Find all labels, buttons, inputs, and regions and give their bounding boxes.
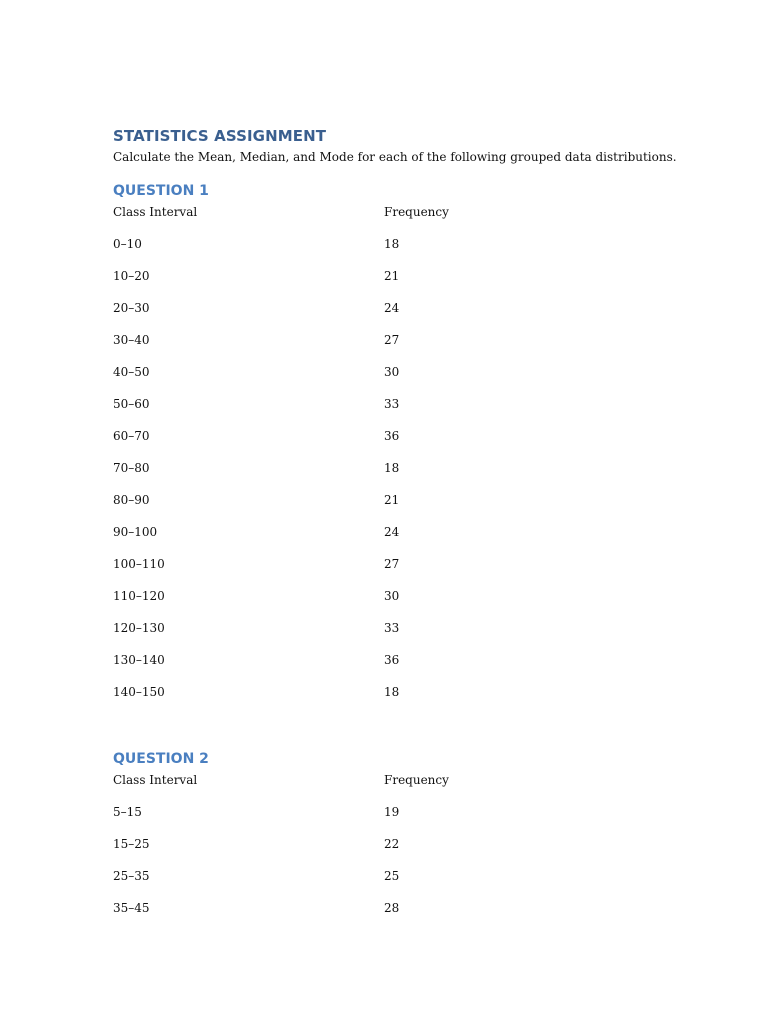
frequency-cell: 21 <box>384 269 400 283</box>
frequency-cell: 36 <box>384 653 400 667</box>
frequency-cell: 27 <box>384 557 400 571</box>
table-row <box>113 428 673 460</box>
class-interval-cell: 120–130 <box>113 621 165 635</box>
frequency-cell: 33 <box>384 621 400 635</box>
frequency-cell: 36 <box>384 429 400 443</box>
frequency-cell: 22 <box>384 837 400 851</box>
class-interval-cell: 40–50 <box>113 365 150 379</box>
class-interval-cell: 35–45 <box>113 901 150 915</box>
document-page <box>113 126 677 915</box>
frequency-cell: 24 <box>384 525 400 539</box>
table-row <box>113 836 673 868</box>
table-row <box>113 300 673 332</box>
table-header-row <box>113 772 673 804</box>
frequency-cell: 27 <box>384 333 400 347</box>
class-interval-cell: 70–80 <box>113 461 150 475</box>
frequency-cell: 21 <box>384 493 400 507</box>
frequency-cell: 30 <box>384 589 400 603</box>
question-title: QUESTION 2 <box>113 751 209 767</box>
table-row <box>113 524 673 556</box>
table-row <box>113 620 673 652</box>
frequency-table <box>113 772 673 932</box>
class-interval-cell: 140–150 <box>113 685 165 699</box>
frequency-cell: 18 <box>384 685 400 699</box>
class-interval-cell: 20–30 <box>113 301 150 315</box>
class-interval-cell: 15–25 <box>113 837 150 851</box>
table-row <box>113 236 673 268</box>
table-row <box>113 396 673 428</box>
column-header-class-interval: Class Interval <box>113 205 198 219</box>
table-body <box>113 236 673 716</box>
column-header-class-interval: Class Interval <box>113 773 198 787</box>
table-row <box>113 364 673 396</box>
table-row <box>113 900 673 932</box>
table-row <box>113 652 673 684</box>
question-1 <box>113 182 673 716</box>
column-header-frequency: Frequency <box>384 205 449 219</box>
frequency-table <box>113 204 673 716</box>
table-row <box>113 556 673 588</box>
class-interval-cell: 0–10 <box>113 237 142 251</box>
column-header-frequency: Frequency <box>384 773 449 787</box>
class-interval-cell: 10–20 <box>113 269 150 283</box>
class-interval-cell: 80–90 <box>113 493 150 507</box>
table-row <box>113 684 673 716</box>
question-2 <box>113 750 673 932</box>
frequency-cell: 24 <box>384 301 400 315</box>
document-title: STATISTICS ASSIGNMENT <box>113 127 327 145</box>
frequency-cell: 33 <box>384 397 400 411</box>
table-body <box>113 804 673 932</box>
table-row <box>113 332 673 364</box>
class-interval-cell: 100–110 <box>113 557 165 571</box>
instructions-text: Calculate the Mean, Median, and Mode for each of the following grouped data distributions. <box>113 150 677 164</box>
class-interval-cell: 60–70 <box>113 429 150 443</box>
question-title: QUESTION 1 <box>113 183 209 199</box>
class-interval-cell: 110–120 <box>113 589 165 603</box>
table-row <box>113 492 673 524</box>
class-interval-cell: 50–60 <box>113 397 150 411</box>
table-row <box>113 588 673 620</box>
frequency-cell: 30 <box>384 365 400 379</box>
class-interval-cell: 90–100 <box>113 525 158 539</box>
frequency-cell: 28 <box>384 901 400 915</box>
class-interval-cell: 130–140 <box>113 653 165 667</box>
class-interval-cell: 30–40 <box>113 333 150 347</box>
table-header-row <box>113 204 673 236</box>
frequency-cell: 18 <box>384 237 400 251</box>
table-row <box>113 268 673 300</box>
table-row <box>113 804 673 836</box>
frequency-cell: 25 <box>384 869 400 883</box>
frequency-cell: 18 <box>384 461 400 475</box>
class-interval-cell: 5–15 <box>113 805 142 819</box>
table-row <box>113 460 673 492</box>
class-interval-cell: 25–35 <box>113 869 150 883</box>
frequency-cell: 19 <box>384 805 400 819</box>
table-row <box>113 868 673 900</box>
